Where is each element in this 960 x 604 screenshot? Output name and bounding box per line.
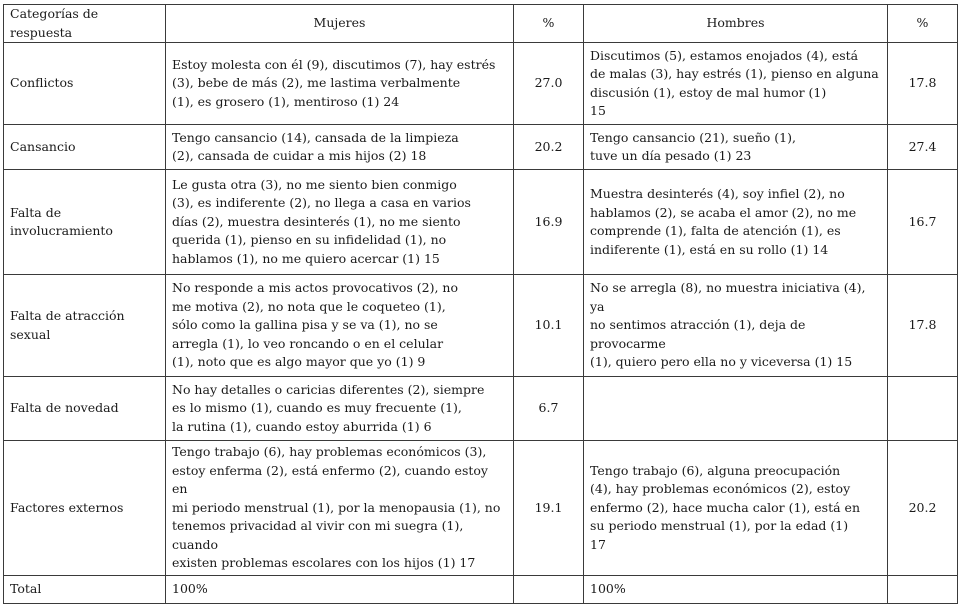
total-men-pct xyxy=(888,575,958,603)
total-men: 100% xyxy=(584,575,888,603)
responses-table xyxy=(3,4,958,604)
row-women-responses: Tengo trabajo (6), hay problemas económicos (3), estoy enferma (2), está enfermo (2), cuando estoy en mi periodo menstrual (1), por la menopausia (1), no tenemos privacidad al vivir con mi suegra (1), cuando existen problemas escolares con los hijos (1) 17 xyxy=(166,441,514,576)
table-row xyxy=(4,170,958,275)
row-category: Cansancio xyxy=(4,125,166,170)
row-women-responses: Estoy molesta con él (9), discutimos (7), hay estrés (3), bebe de más (2), me lastima verbalmente (1), es grosero (1), mentiroso (1) 24 xyxy=(166,43,514,125)
row-men-pct: 17.8 xyxy=(888,275,958,377)
row-men-responses xyxy=(584,377,888,441)
row-men-responses: Muestra desinterés (4), soy infiel (2), no hablamos (2), se acaba el amor (2), no me comprende (1), falta de atención (1), es indiferente (1), está en su rollo (1) 14 xyxy=(584,170,888,275)
row-men-pct: 27.4 xyxy=(888,125,958,170)
total-women: 100% xyxy=(166,575,514,603)
total-label: Total xyxy=(4,575,166,603)
row-men-pct: 20.2 xyxy=(888,441,958,576)
row-women-responses: No responde a mis actos provocativos (2), no me motiva (2), no nota que le coqueteo (1), sólo como la gallina pisa y se va (1), no se arregla (1), lo veo roncando o en el celular (1), noto que es algo mayor que yo (1) 9 xyxy=(166,275,514,377)
header-men: Hombres xyxy=(584,5,888,43)
row-women-pct: 27.0 xyxy=(514,43,584,125)
header-pct-women: % xyxy=(514,5,584,43)
header-category: Categorías de respuesta xyxy=(4,5,166,43)
row-men-responses: Discutimos (5), estamos enojados (4), está de malas (3), hay estrés (1), pienso en alguna discusión (1), estoy de mal humor (1) 15 xyxy=(584,43,888,125)
header-row xyxy=(4,5,958,43)
row-category: Falta de atracción sexual xyxy=(4,275,166,377)
row-men-pct xyxy=(888,377,958,441)
row-category: Falta de involucramiento xyxy=(4,170,166,275)
table-row xyxy=(4,377,958,441)
row-category: Conflictos xyxy=(4,43,166,125)
row-men-responses: Tengo trabajo (6), alguna preocupación (4), hay problemas económicos (2), estoy enfermo (2), hace mucha calor (1), está en su periodo menstrual (1), por la edad (1) 17 xyxy=(584,441,888,576)
row-men-responses: Tengo cansancio (21), sueño (1), tuve un día pesado (1) 23 xyxy=(584,125,888,170)
row-men-pct: 17.8 xyxy=(888,43,958,125)
table-row xyxy=(4,125,958,170)
row-women-pct: 20.2 xyxy=(514,125,584,170)
row-category: Factores externos xyxy=(4,441,166,576)
header-women: Mujeres xyxy=(166,5,514,43)
row-women-pct: 16.9 xyxy=(514,170,584,275)
total-row xyxy=(4,575,958,603)
total-women-pct xyxy=(514,575,584,603)
table-row xyxy=(4,43,958,125)
table-row xyxy=(4,275,958,377)
row-women-responses: Le gusta otra (3), no me siento bien conmigo (3), es indiferente (2), no llega a casa en varios días (2), muestra desinterés (1), no me siento querida (1), pienso en su infidelidad (1), no hablamos (1), no me quiero acercar (1) 15 xyxy=(166,170,514,275)
row-men-responses: No se arregla (8), no muestra iniciativa (4), ya no sentimos atracción (1), deja de provocarme (1), quiero pero ella no y viceversa (1) 15 xyxy=(584,275,888,377)
row-men-pct: 16.7 xyxy=(888,170,958,275)
row-women-responses: Tengo cansancio (14), cansada de la limpieza (2), cansada de cuidar a mis hijos (2) 18 xyxy=(166,125,514,170)
header-pct-men: % xyxy=(888,5,958,43)
row-category: Falta de novedad xyxy=(4,377,166,441)
row-women-pct: 10.1 xyxy=(514,275,584,377)
table-row xyxy=(4,441,958,576)
row-women-responses: No hay detalles o caricias diferentes (2), siempre es lo mismo (1), cuando es muy frecuente (1), la rutina (1), cuando estoy aburrida (1) 6 xyxy=(166,377,514,441)
row-women-pct: 19.1 xyxy=(514,441,584,576)
row-women-pct: 6.7 xyxy=(514,377,584,441)
